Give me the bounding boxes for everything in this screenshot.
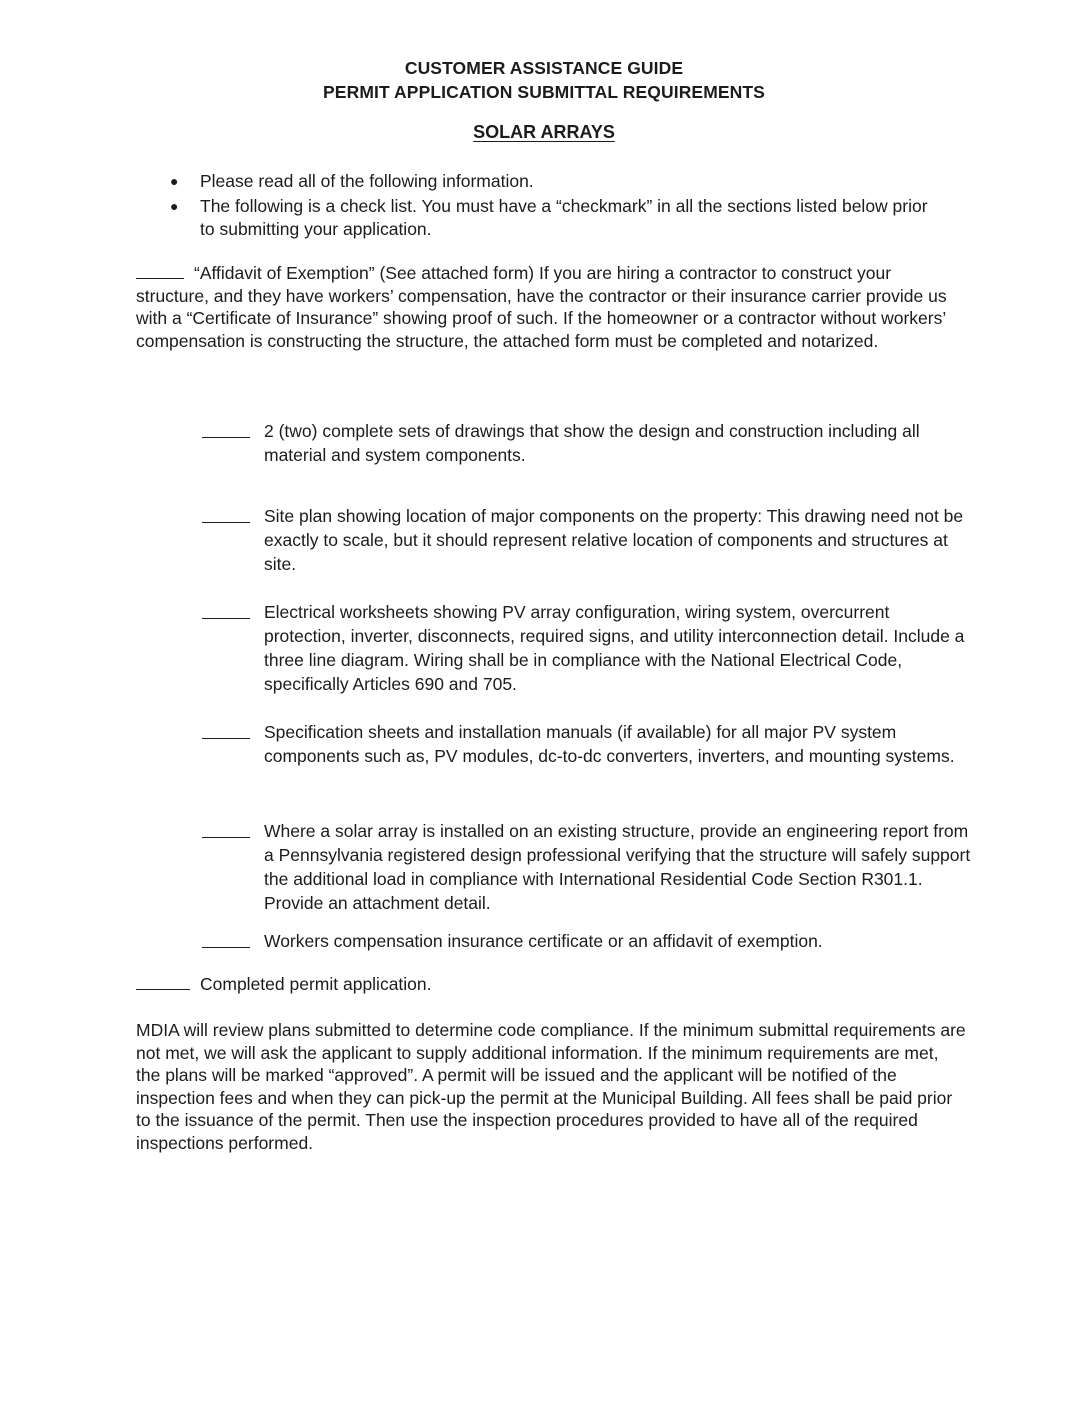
bullet-icon: ● bbox=[170, 173, 179, 189]
checkmark-blank[interactable] bbox=[136, 975, 190, 990]
closing-paragraph: MDIA will review plans submitted to determine code compliance. If the minimum submittal requirements are not met, we will ask the applicant to supply additional information. If the minimum requirements are met, the plans will be marked “approved”. A permit will be issued and the applicant will be notified of the inspection fees and when they can pick-up the permit at the Municipal Building. All fees shall be paid prior to the issuance of the permit. Then use the inspection procedures provided to have all of the required inspections performed. bbox=[136, 1020, 966, 1153]
checkmark-blank[interactable] bbox=[202, 423, 250, 438]
intro-bullet-text: Please read all of the following information. bbox=[200, 171, 534, 191]
checkmark-blank[interactable] bbox=[136, 264, 184, 279]
affidavit-text: “Affidavit of Exemption” (See attached form) If you are hiring a contractor to construct your structure, and they have workers’ compensation, have the contractor or their insurance carrier provide us with a “Certificate of Insurance” showing proof of such. If the homeowner or a contractor without workers’ compensation is constructing the structure, the attached form must be completed and notarized. bbox=[136, 263, 947, 351]
intro-bullet bbox=[166, 195, 946, 241]
section-title: SOLAR ARRAYS bbox=[473, 122, 615, 142]
checklist-item-workers-comp bbox=[202, 929, 972, 953]
checkmark-blank[interactable] bbox=[202, 604, 250, 619]
checklist-item-text: Workers compensation insurance certificate or an affidavit of exemption. bbox=[264, 931, 823, 951]
checklist-item-text: Specification sheets and installation manuals (if available) for all major PV system components such as, PV modules, dc-to-dc converters, inverters, and mounting systems. bbox=[264, 722, 955, 766]
intro-bullet bbox=[166, 170, 946, 193]
checkmark-blank[interactable] bbox=[202, 724, 250, 739]
checkmark-blank[interactable] bbox=[202, 933, 250, 948]
checklist-item-completed-application bbox=[136, 972, 432, 996]
requirements-title: PERMIT APPLICATION SUBMITTAL REQUIREMENTS bbox=[323, 82, 765, 102]
checklist-item-text: Completed permit application. bbox=[200, 974, 432, 994]
checklist-item-spec-sheets bbox=[202, 720, 972, 768]
checkmark-blank[interactable] bbox=[202, 508, 250, 523]
checklist-item-text: Electrical worksheets showing PV array configuration, wiring system, overcurrent protection, inverter, disconnects, required signs, and utility interconnection detail. Include a three line diagram. Wiring shall be in compliance with the National Electrical Code, specifically Articles 690 and 705. bbox=[264, 602, 965, 694]
checkmark-blank[interactable] bbox=[202, 823, 250, 838]
checklist-item-text: Where a solar array is installed on an existing structure, provide an engineering report from a Pennsylvania registered design professional verifying that the structure will safely support the additional load in compliance with International Residential Code Section R301.1. Provide an attachment detail. bbox=[264, 821, 971, 913]
bullet-icon: ● bbox=[170, 198, 179, 214]
intro-bullet-text: The following is a check list. You must have a “checkmark” in all the sections listed below prior to submitting your application. bbox=[200, 196, 928, 239]
document-header bbox=[0, 56, 1088, 104]
checklist-item-text: Site plan showing location of major components on the property: This drawing need not be exactly to scale, but it should represent relative location of components and structures at site. bbox=[264, 506, 964, 574]
checklist-item-drawings bbox=[202, 419, 972, 467]
affidavit-item bbox=[136, 262, 968, 352]
checklist-item-site-plan bbox=[202, 504, 972, 576]
checklist-item-engineering-report bbox=[202, 819, 972, 915]
checklist-item-text: 2 (two) complete sets of drawings that show the design and construction including all material and system components. bbox=[264, 421, 920, 465]
checklist-item-electrical bbox=[202, 600, 972, 696]
intro-bullet-list bbox=[166, 170, 946, 243]
guide-title: CUSTOMER ASSISTANCE GUIDE bbox=[404, 58, 684, 78]
